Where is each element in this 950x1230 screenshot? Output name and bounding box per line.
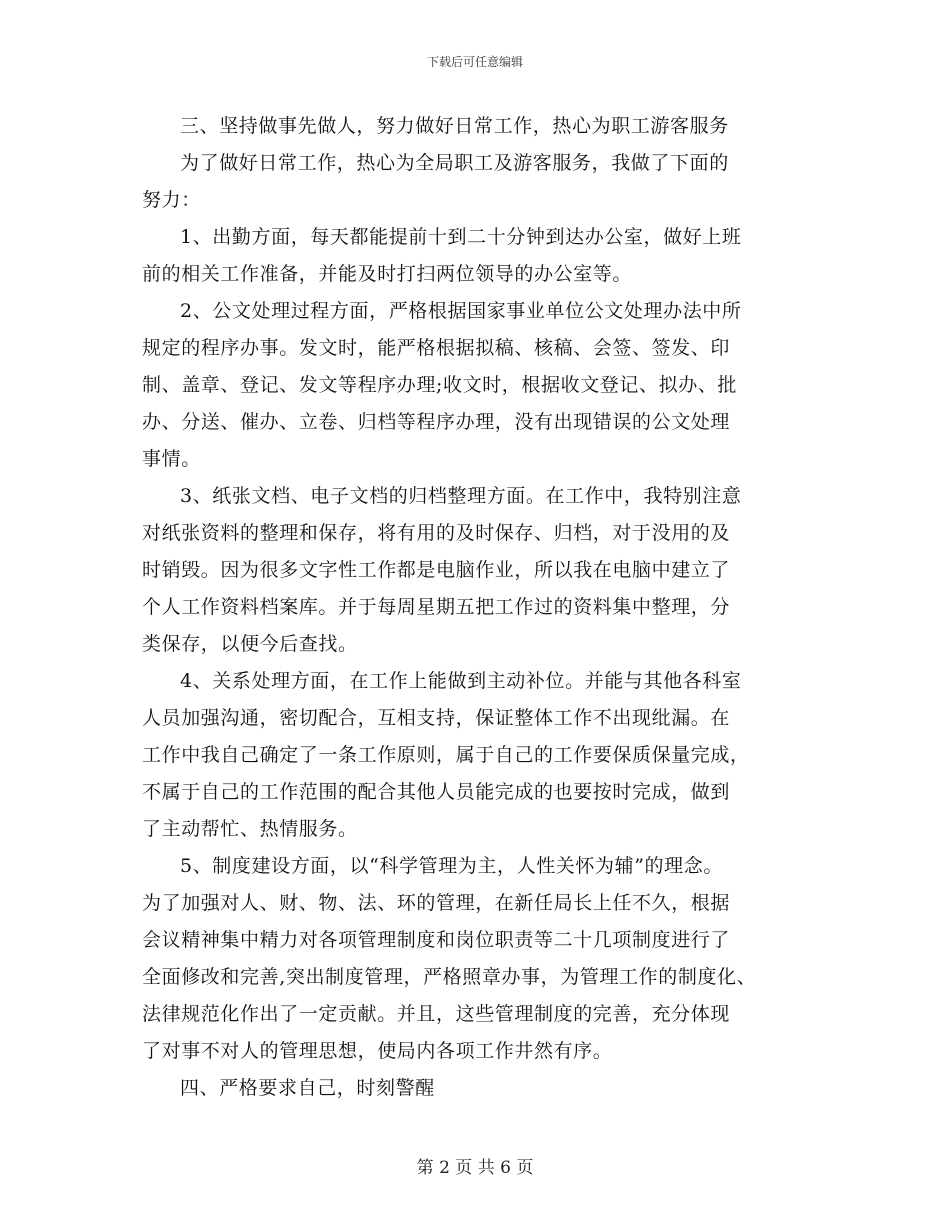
paragraph-line: 会议精神集中精力对各项管理制度和岗位职责等二十几项制度进行了 (142, 929, 731, 951)
paragraph-line: 为了做好日常工作，热心为全局职工及游客服务，我做了下面的 (180, 152, 729, 174)
section-heading: 三、坚持做事先做人，努力做好日常工作，热心为职工游客服务 (180, 115, 729, 137)
paragraph-line: 了对事不对人的管理思想，使局内各项工作井然有序。 (142, 1040, 613, 1062)
paragraph-line: 对纸张资料的整理和保存，将有用的及时保存、归档，对于没用的及 (142, 522, 731, 544)
paragraph-line: 工作中我自己确定了一条工作原则，属于自己的工作要保质保量完成， (142, 744, 750, 766)
page-footer: 第 2 页 共 6 页 (416, 1158, 534, 1178)
paragraph-line: 不属于自己的工作范围的配合其他人员能完成的也要按时完成，做到 (142, 781, 731, 803)
section-heading: 四、严格要求自己，时刻警醒 (180, 1077, 435, 1099)
paragraph-line: 制、盖章、登记、发文等程序办理;收文时，根据收文登记、拟办、批 (142, 374, 738, 396)
paragraph-line: 全面修改和完善,突出制度管理，严格照章办事，为管理工作的制度化、 (142, 966, 757, 988)
paragraph-line: 3、纸张文档、电子文档的归档整理方面。在工作中，我特别注意 (180, 485, 742, 507)
paragraph-line: 类保存，以便今后查找。 (142, 633, 358, 655)
paragraph-line: 了主动帮忙、热情服务。 (142, 818, 358, 840)
paragraph-line: 法律规范化作出了一定贡献。并且，这些管理制度的完善，充分体现 (142, 1003, 731, 1025)
paragraph-line: 为了加强对人、财、物、法、环的管理，在新任局长上任不久，根据 (142, 892, 731, 914)
paragraph-line: 前的相关工作准备，并能及时打扫两位领导的办公室等。 (142, 263, 633, 285)
paragraph-line: 事情。 (142, 448, 201, 470)
paragraph-line: 努力： (142, 189, 201, 211)
paragraph-line: 4、关系处理方面，在工作上能做到主动补位。并能与其他各科室 (180, 670, 742, 692)
paragraph-line: 1、出勤方面，每天都能提前十到二十分钟到达办公室，做好上班 (180, 226, 742, 248)
paragraph-line: 个人工作资料档案库。并于每周星期五把工作过的资料集中整理，分 (142, 596, 731, 618)
paragraph-line: 规定的程序办事。发文时，能严格根据拟稿、核稿、会签、签发、印 (142, 337, 731, 359)
paragraph-line: 5、制度建设方面，以“科学管理为主，人性关怀为辅”的理念。 (180, 855, 723, 877)
paragraph-line: 办、分送、催办、立卷、归档等程序办理，没有出现错误的公文处理 (142, 411, 731, 433)
paragraph-line: 时销毁。因为很多文字性工作都是电脑作业，所以我在电脑中建立了 (142, 559, 731, 581)
page-header: 下载后可任意编辑 (426, 55, 523, 69)
paragraph-line: 人员加强沟通，密切配合，互相支持，保证整体工作不出现纰漏。在 (142, 707, 731, 729)
document-body (142, 108, 832, 1107)
paragraph-line: 2、公文处理过程方面，严格根据国家事业单位公文处理办法中所 (180, 300, 742, 322)
